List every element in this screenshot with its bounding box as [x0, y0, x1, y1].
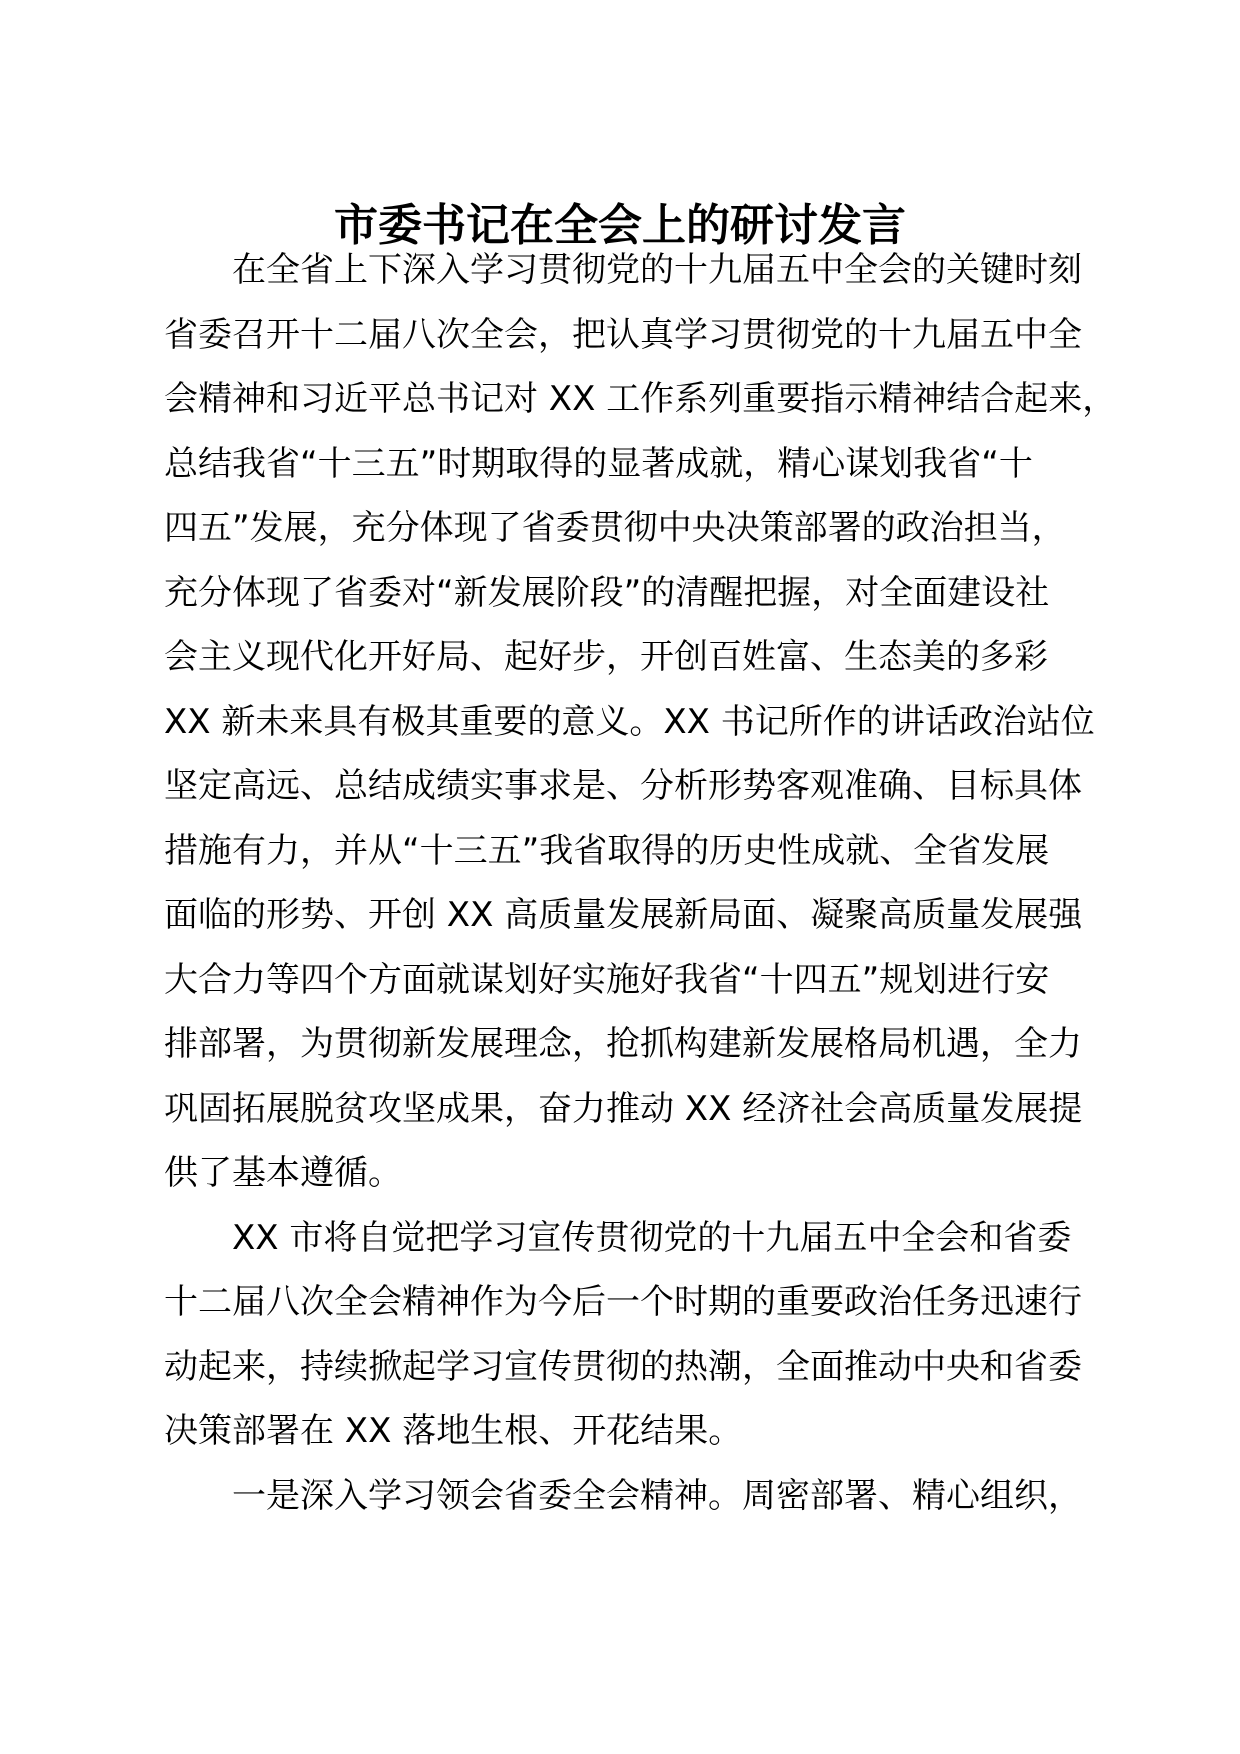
body-line: 大合力等四个方面就谋划好实施好我省“十四五”规划进行安: [164, 959, 1050, 1000]
body-line: 巩固拓展脱贫攻坚成果，奋力推动 XX 经济社会高质量发展提: [164, 1088, 1083, 1129]
body-line: 决策部署在 XX 落地生根、开花结果。: [164, 1411, 743, 1451]
body-line: 排部署，为贯彻新发展理念，抢抓构建新发展格局机遇，全力: [164, 1024, 1082, 1064]
document-title: 市委书记在全会上的研讨发言: [334, 200, 906, 251]
document-body: [164, 238, 1117, 1528]
body-line: 省委召开十二届八次全会，把认真学习贯彻党的十九届五中全: [164, 314, 1082, 355]
body-line: 总结我省“十三五”时期取得的显著成就，精心谋划我省“十: [164, 443, 1033, 484]
body-line: 四五”发展，充分体现了省委贯彻中央决策部署的政治担当，: [164, 508, 1066, 548]
body-line: 在全省上下深入学习贯彻党的十九届五中全会的关键时刻: [232, 250, 1082, 290]
body-line: 动起来，持续掀起学习宣传贯彻的热潮，全面推动中央和省委: [164, 1346, 1082, 1387]
body-line: XX 新未来具有极其重要的意义。XX 书记所作的讲话政治站位: [164, 701, 1095, 742]
body-line: 坚定高远、总结成绩实事求是、分析形势客观准确、目标具体: [164, 766, 1082, 806]
body-line: 面临的形势、开创 XX 高质量发展新局面、凝聚高质量发展强: [164, 895, 1083, 935]
body-line: 会精神和习近平总书记对 XX 工作系列重要指示精神结合起来，: [164, 379, 1117, 419]
body-line: 供了基本遵循。: [164, 1153, 402, 1193]
body-line: 充分体现了省委对“新发展阶段”的清醒把握，对全面建设社: [164, 572, 1050, 613]
body-line: 会主义现代化开好局、起好步，开创百姓富、生态美的多彩: [164, 637, 1048, 677]
body-line: 措施有力，并从“十三五”我省取得的历史性成就、全省发展: [164, 830, 1050, 871]
body-line: 一是深入学习领会省委全会精神。周密部署、精心组织，: [232, 1475, 1082, 1516]
body-line: 十二届八次全会精神作为今后一个时期的重要政治任务迅速行: [164, 1282, 1082, 1322]
body-line: XX 市将自觉把学习宣传贯彻党的十九届五中全会和省委: [232, 1217, 1072, 1258]
